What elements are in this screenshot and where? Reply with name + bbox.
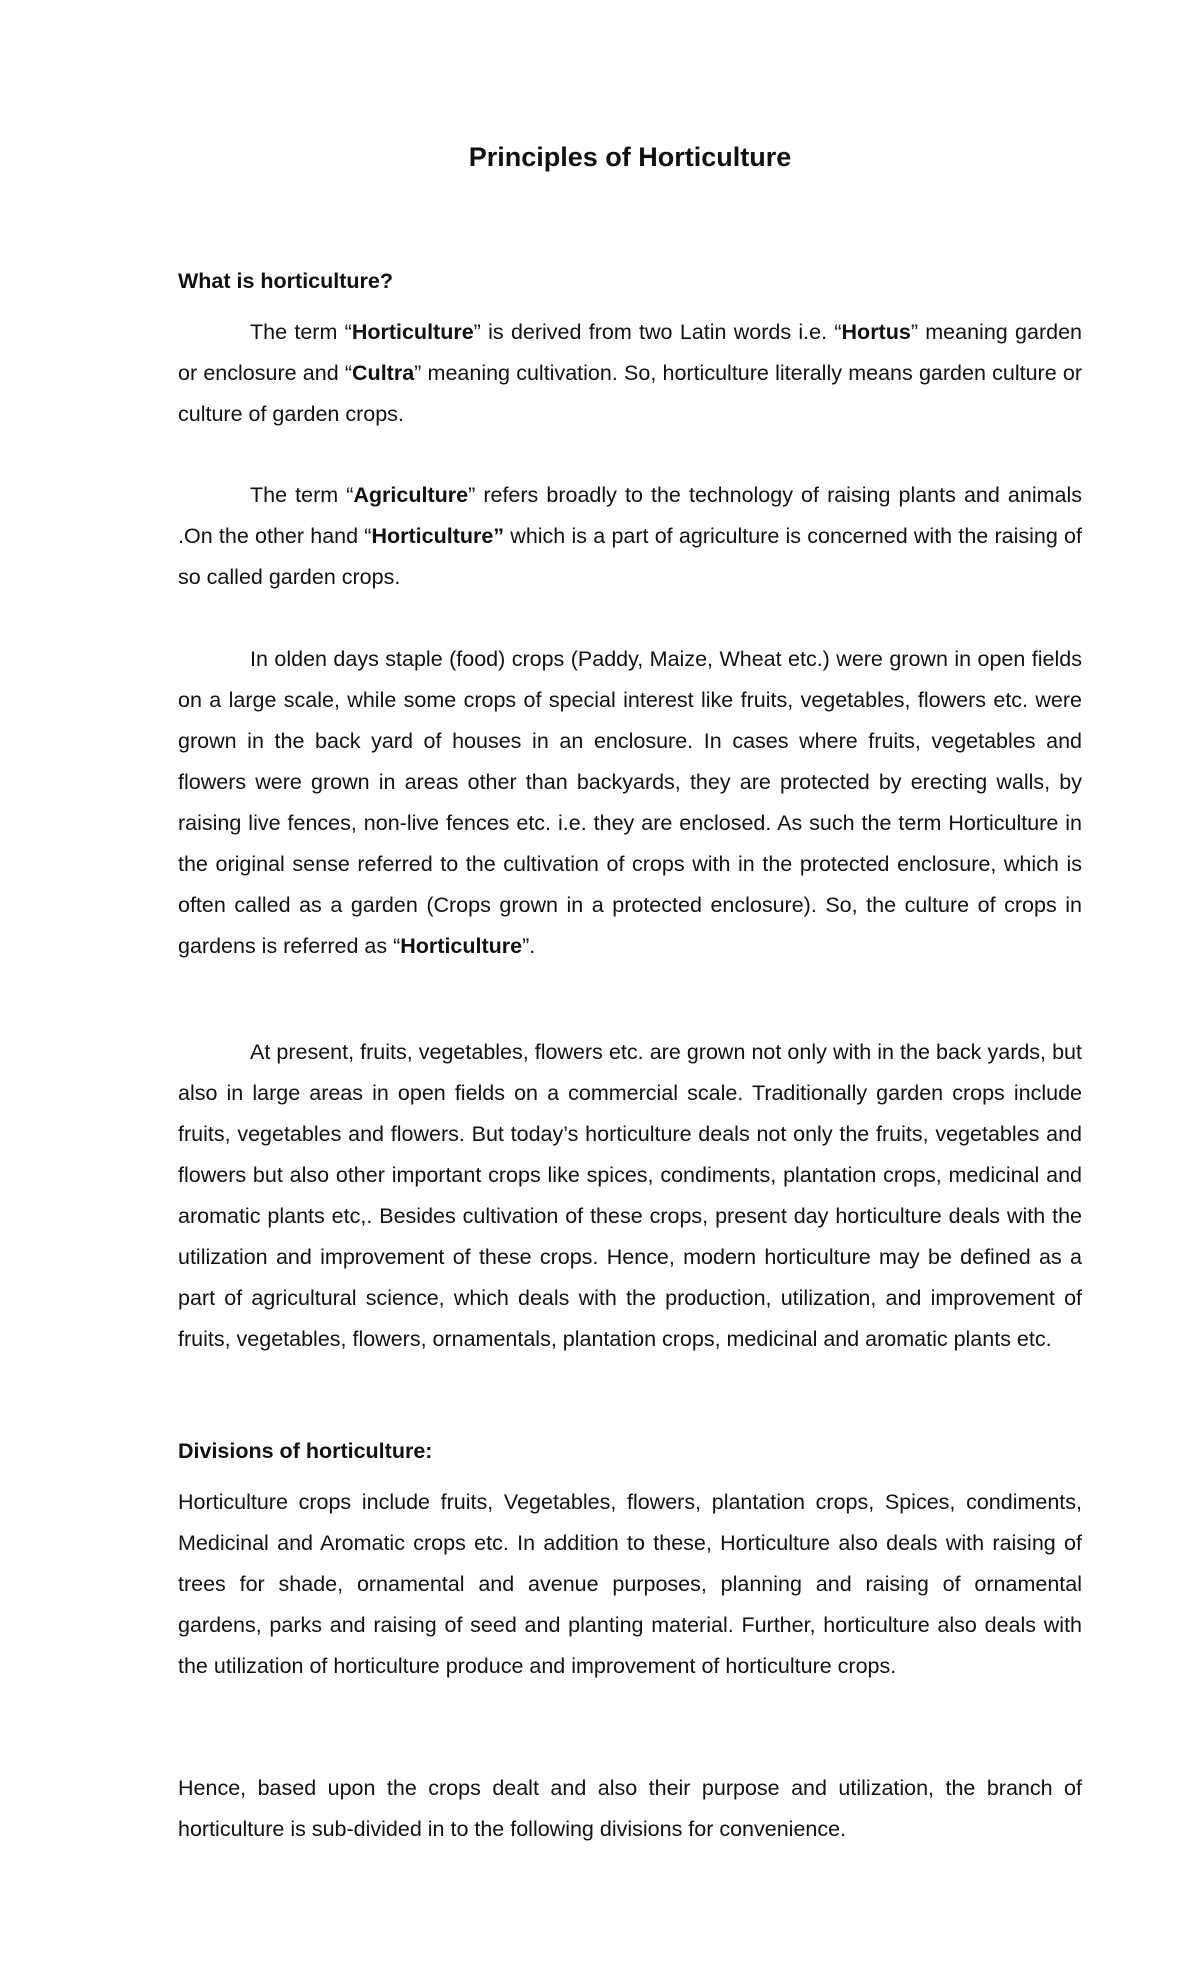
term-horticulture: Horticulture” (371, 524, 505, 548)
paragraph-agriculture (178, 475, 1082, 598)
term-hortus: Hortus (841, 320, 911, 344)
term-horticulture: Horticulture (351, 320, 474, 344)
text-run: ”. (522, 934, 536, 958)
text-run: In olden days staple (food) crops (Paddy, Maize, Wheat etc.) were grown in open fields on a large scale, while some crops of special interest like fruits, vegetables, flowers etc. were grown in the back yard of houses in an enclosure. In cases where fruits, vegetables and flowers were grown in areas other than backyards, they are protected by erecting walls, by raising live fences, non-live fences etc. i.e. they are enclosed. As such the term Horticulture in the original sense referred to the cultivation of crops with in the protected enclosure, which is often called as a garden (Crops grown in a protected enclosure). So, the culture of crops in gardens is referred as “ (178, 647, 1082, 958)
paragraph-definition (178, 312, 1082, 435)
text-run: ” meaning garden or enclosure and “ (178, 320, 1082, 385)
text-run: The term “ (250, 320, 352, 344)
paragraph-present-day: At present, fruits, vegetables, flowers etc. are grown not only with in the back yards, but also in large areas in open fields on a commercial scale. Traditionally garden crops include fruits, vegetables and flowers. But today’s horticulture deals not only the fruits, vegetables and flowers but also other important crops like spices, condiments, plantation crops, medicinal and aromatic plants etc,. Besides cultivation of these crops, present day horticulture deals with the utilization and improvement of these crops. Hence, modern horticulture may be defined as a part of agricultural science, which deals with the production, utilization, and improvement of fruits, vegetables, flowers, ornamentals, plantation crops, medicinal and aromatic plants etc. (178, 1040, 1082, 1351)
term-horticulture: Horticulture (400, 934, 523, 958)
text-run: ” refers broadly to the technology of raising plants and animals .On the other hand “ (178, 483, 1082, 548)
text-run: ” meaning cultivation. So, horticulture literally means garden culture or culture of garden crops. (178, 361, 1082, 426)
term-agriculture: Agriculture (353, 483, 469, 507)
paragraph-subdivision: Hence, based upon the crops dealt and also their purpose and utilization, the branch of horticulture is sub-divided in to the following divisions for convenience. (178, 1776, 1082, 1841)
text-run: which is a part of agriculture is concerned with the raising of so called garden crops. (178, 524, 1082, 589)
term-cultra: Cultra (352, 361, 415, 385)
text-run: ” is derived from two Latin words i.e. “ (473, 320, 842, 344)
text-run: The term “ (250, 483, 354, 507)
section-heading-divisions: Divisions of horticulture: (178, 1439, 433, 1463)
section-heading-what-is-horticulture: What is horticulture? (178, 269, 393, 293)
paragraph-crops-included: Horticulture crops include fruits, Vegetables, flowers, plantation crops, Spices, condiments, Medicinal and Aromatic crops etc. In addition to these, Horticulture also deals with raising of trees for shade, ornamental and avenue purposes, planning and raising of ornamental gardens, parks and raising of seed and planting material. Further, horticulture also deals with the utilization of horticulture produce and improvement of horticulture crops. (178, 1490, 1082, 1678)
paragraph-olden-days (178, 639, 1082, 967)
page-title: Principles of Horticulture (468, 142, 792, 172)
